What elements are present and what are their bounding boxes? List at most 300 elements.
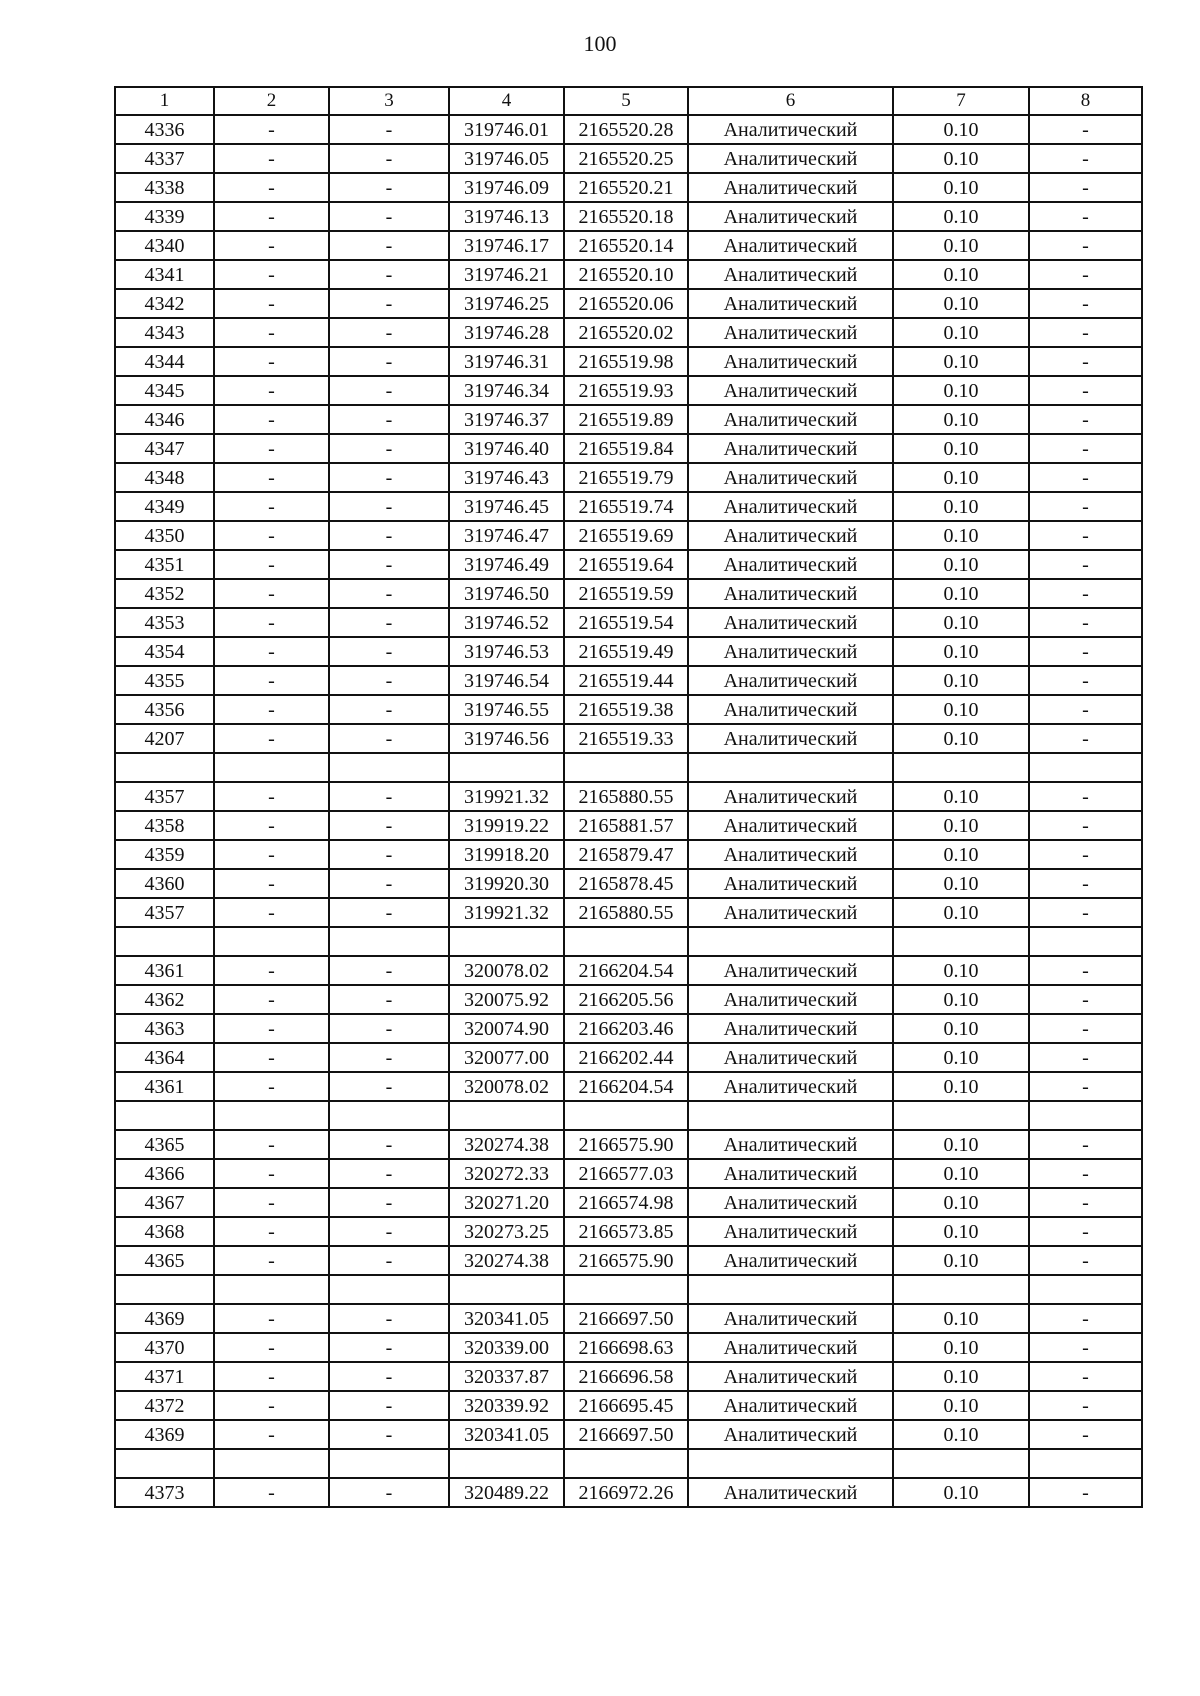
x-coordinate-cell: 319746.21 bbox=[449, 260, 564, 289]
table-row bbox=[115, 695, 1142, 724]
table-row bbox=[115, 202, 1142, 231]
table-row bbox=[115, 434, 1142, 463]
table-row bbox=[115, 231, 1142, 260]
point-number-cell: 4369 bbox=[115, 1420, 214, 1449]
method-cell: Аналитический bbox=[688, 1130, 893, 1159]
y-coordinate-cell: 2166698.63 bbox=[564, 1333, 688, 1362]
col8-cell: - bbox=[1029, 695, 1142, 724]
col3-cell: - bbox=[329, 1478, 449, 1507]
x-coordinate-cell: 319746.40 bbox=[449, 434, 564, 463]
point-number-cell: 4344 bbox=[115, 347, 214, 376]
x-coordinate-cell: 319746.45 bbox=[449, 492, 564, 521]
empty-cell bbox=[329, 753, 449, 782]
table-row bbox=[115, 1246, 1142, 1275]
x-coordinate-cell: 320341.05 bbox=[449, 1304, 564, 1333]
empty-cell bbox=[893, 1101, 1029, 1130]
y-coordinate-cell: 2165520.25 bbox=[564, 144, 688, 173]
method-cell: Аналитический bbox=[688, 1072, 893, 1101]
separator-row bbox=[115, 927, 1142, 956]
table-row bbox=[115, 724, 1142, 753]
method-cell: Аналитический bbox=[688, 260, 893, 289]
empty-cell bbox=[893, 927, 1029, 956]
point-number-cell: 4355 bbox=[115, 666, 214, 695]
col3-cell: - bbox=[329, 608, 449, 637]
point-number-cell: 4358 bbox=[115, 811, 214, 840]
col3-cell: - bbox=[329, 173, 449, 202]
column-header: 6 bbox=[688, 87, 893, 115]
method-cell: Аналитический bbox=[688, 1217, 893, 1246]
method-cell: Аналитический bbox=[688, 811, 893, 840]
col2-cell: - bbox=[214, 492, 329, 521]
point-number-cell: 4339 bbox=[115, 202, 214, 231]
empty-cell bbox=[214, 1101, 329, 1130]
col3-cell: - bbox=[329, 1391, 449, 1420]
empty-cell bbox=[1029, 1101, 1142, 1130]
accuracy-cell: 0.10 bbox=[893, 231, 1029, 260]
accuracy-cell: 0.10 bbox=[893, 405, 1029, 434]
point-number-cell: 4357 bbox=[115, 782, 214, 811]
empty-cell bbox=[115, 927, 214, 956]
col3-cell: - bbox=[329, 202, 449, 231]
y-coordinate-cell: 2165878.45 bbox=[564, 869, 688, 898]
col8-cell: - bbox=[1029, 521, 1142, 550]
col3-cell: - bbox=[329, 840, 449, 869]
method-cell: Аналитический bbox=[688, 956, 893, 985]
col3-cell: - bbox=[329, 1333, 449, 1362]
table-row bbox=[115, 840, 1142, 869]
col8-cell: - bbox=[1029, 347, 1142, 376]
table-row bbox=[115, 1159, 1142, 1188]
table-row bbox=[115, 521, 1142, 550]
x-coordinate-cell: 320075.92 bbox=[449, 985, 564, 1014]
method-cell: Аналитический bbox=[688, 463, 893, 492]
x-coordinate-cell: 320271.20 bbox=[449, 1188, 564, 1217]
col3-cell: - bbox=[329, 1188, 449, 1217]
accuracy-cell: 0.10 bbox=[893, 115, 1029, 144]
table-row bbox=[115, 1478, 1142, 1507]
col3-cell: - bbox=[329, 405, 449, 434]
col8-cell: - bbox=[1029, 1304, 1142, 1333]
accuracy-cell: 0.10 bbox=[893, 1246, 1029, 1275]
x-coordinate-cell: 319746.28 bbox=[449, 318, 564, 347]
col2-cell: - bbox=[214, 463, 329, 492]
col3-cell: - bbox=[329, 521, 449, 550]
empty-cell bbox=[688, 1275, 893, 1304]
table-row bbox=[115, 1043, 1142, 1072]
col8-cell: - bbox=[1029, 434, 1142, 463]
col2-cell: - bbox=[214, 376, 329, 405]
accuracy-cell: 0.10 bbox=[893, 1072, 1029, 1101]
empty-cell bbox=[449, 1449, 564, 1478]
col2-cell: - bbox=[214, 1217, 329, 1246]
col3-cell: - bbox=[329, 869, 449, 898]
col8-cell: - bbox=[1029, 637, 1142, 666]
point-number-cell: 4342 bbox=[115, 289, 214, 318]
col2-cell: - bbox=[214, 1072, 329, 1101]
y-coordinate-cell: 2166697.50 bbox=[564, 1420, 688, 1449]
col3-cell: - bbox=[329, 811, 449, 840]
x-coordinate-cell: 319746.47 bbox=[449, 521, 564, 550]
accuracy-cell: 0.10 bbox=[893, 289, 1029, 318]
accuracy-cell: 0.10 bbox=[893, 1217, 1029, 1246]
col8-cell: - bbox=[1029, 1072, 1142, 1101]
column-header: 3 bbox=[329, 87, 449, 115]
x-coordinate-cell: 319746.54 bbox=[449, 666, 564, 695]
x-coordinate-cell: 320339.92 bbox=[449, 1391, 564, 1420]
empty-cell bbox=[1029, 753, 1142, 782]
y-coordinate-cell: 2165519.44 bbox=[564, 666, 688, 695]
col3-cell: - bbox=[329, 1420, 449, 1449]
accuracy-cell: 0.10 bbox=[893, 1014, 1029, 1043]
accuracy-cell: 0.10 bbox=[893, 318, 1029, 347]
x-coordinate-cell: 319918.20 bbox=[449, 840, 564, 869]
method-cell: Аналитический bbox=[688, 840, 893, 869]
y-coordinate-cell: 2165519.54 bbox=[564, 608, 688, 637]
x-coordinate-cell: 320337.87 bbox=[449, 1362, 564, 1391]
y-coordinate-cell: 2165519.84 bbox=[564, 434, 688, 463]
x-coordinate-cell: 319746.56 bbox=[449, 724, 564, 753]
method-cell: Аналитический bbox=[688, 434, 893, 463]
y-coordinate-cell: 2165519.89 bbox=[564, 405, 688, 434]
col3-cell: - bbox=[329, 724, 449, 753]
col8-cell: - bbox=[1029, 318, 1142, 347]
point-number-cell: 4367 bbox=[115, 1188, 214, 1217]
col2-cell: - bbox=[214, 1014, 329, 1043]
column-header: 5 bbox=[564, 87, 688, 115]
col8-cell: - bbox=[1029, 608, 1142, 637]
accuracy-cell: 0.10 bbox=[893, 1391, 1029, 1420]
empty-cell bbox=[688, 927, 893, 956]
y-coordinate-cell: 2165520.21 bbox=[564, 173, 688, 202]
method-cell: Аналитический bbox=[688, 318, 893, 347]
point-number-cell: 4345 bbox=[115, 376, 214, 405]
y-coordinate-cell: 2165880.55 bbox=[564, 898, 688, 927]
empty-cell bbox=[564, 927, 688, 956]
y-coordinate-cell: 2166574.98 bbox=[564, 1188, 688, 1217]
x-coordinate-cell: 319746.31 bbox=[449, 347, 564, 376]
col8-cell: - bbox=[1029, 1014, 1142, 1043]
col8-cell: - bbox=[1029, 144, 1142, 173]
col8-cell: - bbox=[1029, 173, 1142, 202]
table-row bbox=[115, 173, 1142, 202]
col3-cell: - bbox=[329, 637, 449, 666]
coordinates-table bbox=[114, 86, 1143, 1508]
x-coordinate-cell: 319746.49 bbox=[449, 550, 564, 579]
col8-cell: - bbox=[1029, 260, 1142, 289]
accuracy-cell: 0.10 bbox=[893, 1478, 1029, 1507]
method-cell: Аналитический bbox=[688, 1333, 893, 1362]
point-number-cell: 4343 bbox=[115, 318, 214, 347]
col2-cell: - bbox=[214, 666, 329, 695]
method-cell: Аналитический bbox=[688, 1159, 893, 1188]
empty-cell bbox=[1029, 1275, 1142, 1304]
accuracy-cell: 0.10 bbox=[893, 869, 1029, 898]
empty-cell bbox=[214, 753, 329, 782]
table-row bbox=[115, 463, 1142, 492]
empty-cell bbox=[329, 1449, 449, 1478]
accuracy-cell: 0.10 bbox=[893, 1188, 1029, 1217]
point-number-cell: 4363 bbox=[115, 1014, 214, 1043]
method-cell: Аналитический bbox=[688, 550, 893, 579]
method-cell: Аналитический bbox=[688, 231, 893, 260]
col8-cell: - bbox=[1029, 1246, 1142, 1275]
col3-cell: - bbox=[329, 1246, 449, 1275]
table-row bbox=[115, 405, 1142, 434]
table-row bbox=[115, 956, 1142, 985]
col8-cell: - bbox=[1029, 463, 1142, 492]
col3-cell: - bbox=[329, 347, 449, 376]
method-cell: Аналитический bbox=[688, 173, 893, 202]
y-coordinate-cell: 2165520.10 bbox=[564, 260, 688, 289]
table-body bbox=[115, 115, 1142, 1507]
col3-cell: - bbox=[329, 782, 449, 811]
method-cell: Аналитический bbox=[688, 376, 893, 405]
col2-cell: - bbox=[214, 1246, 329, 1275]
y-coordinate-cell: 2166202.44 bbox=[564, 1043, 688, 1072]
col3-cell: - bbox=[329, 1304, 449, 1333]
accuracy-cell: 0.10 bbox=[893, 492, 1029, 521]
separator-row bbox=[115, 1449, 1142, 1478]
column-header: 4 bbox=[449, 87, 564, 115]
point-number-cell: 4340 bbox=[115, 231, 214, 260]
y-coordinate-cell: 2165520.28 bbox=[564, 115, 688, 144]
accuracy-cell: 0.10 bbox=[893, 782, 1029, 811]
col2-cell: - bbox=[214, 608, 329, 637]
col3-cell: - bbox=[329, 1072, 449, 1101]
x-coordinate-cell: 319746.09 bbox=[449, 173, 564, 202]
point-number-cell: 4373 bbox=[115, 1478, 214, 1507]
x-coordinate-cell: 320274.38 bbox=[449, 1246, 564, 1275]
method-cell: Аналитический bbox=[688, 1014, 893, 1043]
x-coordinate-cell: 320078.02 bbox=[449, 956, 564, 985]
x-coordinate-cell: 319746.43 bbox=[449, 463, 564, 492]
col2-cell: - bbox=[214, 115, 329, 144]
point-number-cell: 4347 bbox=[115, 434, 214, 463]
y-coordinate-cell: 2165881.57 bbox=[564, 811, 688, 840]
col8-cell: - bbox=[1029, 1159, 1142, 1188]
accuracy-cell: 0.10 bbox=[893, 173, 1029, 202]
empty-cell bbox=[893, 1449, 1029, 1478]
accuracy-cell: 0.10 bbox=[893, 666, 1029, 695]
accuracy-cell: 0.10 bbox=[893, 1362, 1029, 1391]
method-cell: Аналитический bbox=[688, 115, 893, 144]
method-cell: Аналитический bbox=[688, 898, 893, 927]
x-coordinate-cell: 319921.32 bbox=[449, 782, 564, 811]
point-number-cell: 4352 bbox=[115, 579, 214, 608]
y-coordinate-cell: 2166205.56 bbox=[564, 985, 688, 1014]
y-coordinate-cell: 2165519.64 bbox=[564, 550, 688, 579]
col8-cell: - bbox=[1029, 1478, 1142, 1507]
y-coordinate-cell: 2165520.18 bbox=[564, 202, 688, 231]
accuracy-cell: 0.10 bbox=[893, 144, 1029, 173]
y-coordinate-cell: 2165519.38 bbox=[564, 695, 688, 724]
col8-cell: - bbox=[1029, 1420, 1142, 1449]
separator-row bbox=[115, 753, 1142, 782]
col3-cell: - bbox=[329, 144, 449, 173]
col2-cell: - bbox=[214, 840, 329, 869]
y-coordinate-cell: 2165519.98 bbox=[564, 347, 688, 376]
col8-cell: - bbox=[1029, 492, 1142, 521]
col2-cell: - bbox=[214, 202, 329, 231]
col8-cell: - bbox=[1029, 840, 1142, 869]
y-coordinate-cell: 2166577.03 bbox=[564, 1159, 688, 1188]
x-coordinate-cell: 320078.02 bbox=[449, 1072, 564, 1101]
col2-cell: - bbox=[214, 1130, 329, 1159]
method-cell: Аналитический bbox=[688, 521, 893, 550]
col2-cell: - bbox=[214, 347, 329, 376]
table-row bbox=[115, 869, 1142, 898]
method-cell: Аналитический bbox=[688, 695, 893, 724]
accuracy-cell: 0.10 bbox=[893, 550, 1029, 579]
method-cell: Аналитический bbox=[688, 1478, 893, 1507]
empty-cell bbox=[115, 753, 214, 782]
col3-cell: - bbox=[329, 289, 449, 318]
table-row bbox=[115, 115, 1142, 144]
method-cell: Аналитический bbox=[688, 405, 893, 434]
col2-cell: - bbox=[214, 1420, 329, 1449]
empty-cell bbox=[1029, 1449, 1142, 1478]
accuracy-cell: 0.10 bbox=[893, 840, 1029, 869]
y-coordinate-cell: 2165520.02 bbox=[564, 318, 688, 347]
col2-cell: - bbox=[214, 1159, 329, 1188]
col2-cell: - bbox=[214, 318, 329, 347]
col8-cell: - bbox=[1029, 202, 1142, 231]
col8-cell: - bbox=[1029, 289, 1142, 318]
table-row bbox=[115, 550, 1142, 579]
accuracy-cell: 0.10 bbox=[893, 1304, 1029, 1333]
point-number-cell: 4351 bbox=[115, 550, 214, 579]
col2-cell: - bbox=[214, 521, 329, 550]
x-coordinate-cell: 320341.05 bbox=[449, 1420, 564, 1449]
col3-cell: - bbox=[329, 434, 449, 463]
col8-cell: - bbox=[1029, 1043, 1142, 1072]
method-cell: Аналитический bbox=[688, 347, 893, 376]
x-coordinate-cell: 319746.37 bbox=[449, 405, 564, 434]
method-cell: Аналитический bbox=[688, 1043, 893, 1072]
x-coordinate-cell: 320339.00 bbox=[449, 1333, 564, 1362]
empty-cell bbox=[893, 1275, 1029, 1304]
empty-cell bbox=[564, 1449, 688, 1478]
point-number-cell: 4371 bbox=[115, 1362, 214, 1391]
point-number-cell: 4365 bbox=[115, 1246, 214, 1275]
x-coordinate-cell: 319746.01 bbox=[449, 115, 564, 144]
point-number-cell: 4368 bbox=[115, 1217, 214, 1246]
empty-cell bbox=[449, 753, 564, 782]
table-row bbox=[115, 1130, 1142, 1159]
point-number-cell: 4369 bbox=[115, 1304, 214, 1333]
x-coordinate-cell: 319920.30 bbox=[449, 869, 564, 898]
col8-cell: - bbox=[1029, 666, 1142, 695]
col2-cell: - bbox=[214, 956, 329, 985]
col8-cell: - bbox=[1029, 898, 1142, 927]
accuracy-cell: 0.10 bbox=[893, 724, 1029, 753]
table-row bbox=[115, 347, 1142, 376]
accuracy-cell: 0.10 bbox=[893, 1159, 1029, 1188]
y-coordinate-cell: 2166204.54 bbox=[564, 1072, 688, 1101]
accuracy-cell: 0.10 bbox=[893, 521, 1029, 550]
empty-cell bbox=[564, 753, 688, 782]
column-header: 8 bbox=[1029, 87, 1142, 115]
empty-cell bbox=[688, 1449, 893, 1478]
method-cell: Аналитический bbox=[688, 579, 893, 608]
accuracy-cell: 0.10 bbox=[893, 1130, 1029, 1159]
x-coordinate-cell: 319746.05 bbox=[449, 144, 564, 173]
table-row bbox=[115, 1217, 1142, 1246]
y-coordinate-cell: 2166575.90 bbox=[564, 1130, 688, 1159]
x-coordinate-cell: 319746.13 bbox=[449, 202, 564, 231]
method-cell: Аналитический bbox=[688, 1391, 893, 1420]
x-coordinate-cell: 319746.55 bbox=[449, 695, 564, 724]
table-header-row bbox=[115, 87, 1142, 115]
col3-cell: - bbox=[329, 1217, 449, 1246]
table-row bbox=[115, 1362, 1142, 1391]
accuracy-cell: 0.10 bbox=[893, 811, 1029, 840]
method-cell: Аналитический bbox=[688, 1246, 893, 1275]
method-cell: Аналитический bbox=[688, 608, 893, 637]
col2-cell: - bbox=[214, 173, 329, 202]
col2-cell: - bbox=[214, 1391, 329, 1420]
col8-cell: - bbox=[1029, 1217, 1142, 1246]
col3-cell: - bbox=[329, 956, 449, 985]
col3-cell: - bbox=[329, 1159, 449, 1188]
empty-cell bbox=[115, 1449, 214, 1478]
empty-cell bbox=[688, 1101, 893, 1130]
method-cell: Аналитический bbox=[688, 1304, 893, 1333]
point-number-cell: 4359 bbox=[115, 840, 214, 869]
col8-cell: - bbox=[1029, 550, 1142, 579]
x-coordinate-cell: 320489.22 bbox=[449, 1478, 564, 1507]
method-cell: Аналитический bbox=[688, 1188, 893, 1217]
x-coordinate-cell: 319746.25 bbox=[449, 289, 564, 318]
column-header: 7 bbox=[893, 87, 1029, 115]
col2-cell: - bbox=[214, 260, 329, 289]
table-row bbox=[115, 637, 1142, 666]
col8-cell: - bbox=[1029, 1188, 1142, 1217]
table-row bbox=[115, 1333, 1142, 1362]
point-number-cell: 4357 bbox=[115, 898, 214, 927]
point-number-cell: 4361 bbox=[115, 1072, 214, 1101]
table-row bbox=[115, 1391, 1142, 1420]
point-number-cell: 4341 bbox=[115, 260, 214, 289]
method-cell: Аналитический bbox=[688, 724, 893, 753]
empty-cell bbox=[564, 1275, 688, 1304]
col3-cell: - bbox=[329, 1014, 449, 1043]
method-cell: Аналитический bbox=[688, 144, 893, 173]
x-coordinate-cell: 319921.32 bbox=[449, 898, 564, 927]
col3-cell: - bbox=[329, 1130, 449, 1159]
method-cell: Аналитический bbox=[688, 869, 893, 898]
y-coordinate-cell: 2165519.49 bbox=[564, 637, 688, 666]
table-row bbox=[115, 608, 1142, 637]
method-cell: Аналитический bbox=[688, 666, 893, 695]
y-coordinate-cell: 2166575.90 bbox=[564, 1246, 688, 1275]
accuracy-cell: 0.10 bbox=[893, 260, 1029, 289]
empty-cell bbox=[329, 927, 449, 956]
table-row bbox=[115, 144, 1142, 173]
empty-cell bbox=[329, 1275, 449, 1304]
point-number-cell: 4207 bbox=[115, 724, 214, 753]
y-coordinate-cell: 2165880.55 bbox=[564, 782, 688, 811]
table-row bbox=[115, 579, 1142, 608]
empty-cell bbox=[449, 1101, 564, 1130]
y-coordinate-cell: 2166203.46 bbox=[564, 1014, 688, 1043]
point-number-cell: 4346 bbox=[115, 405, 214, 434]
accuracy-cell: 0.10 bbox=[893, 898, 1029, 927]
col2-cell: - bbox=[214, 869, 329, 898]
col2-cell: - bbox=[214, 898, 329, 927]
empty-cell bbox=[115, 1275, 214, 1304]
col3-cell: - bbox=[329, 579, 449, 608]
